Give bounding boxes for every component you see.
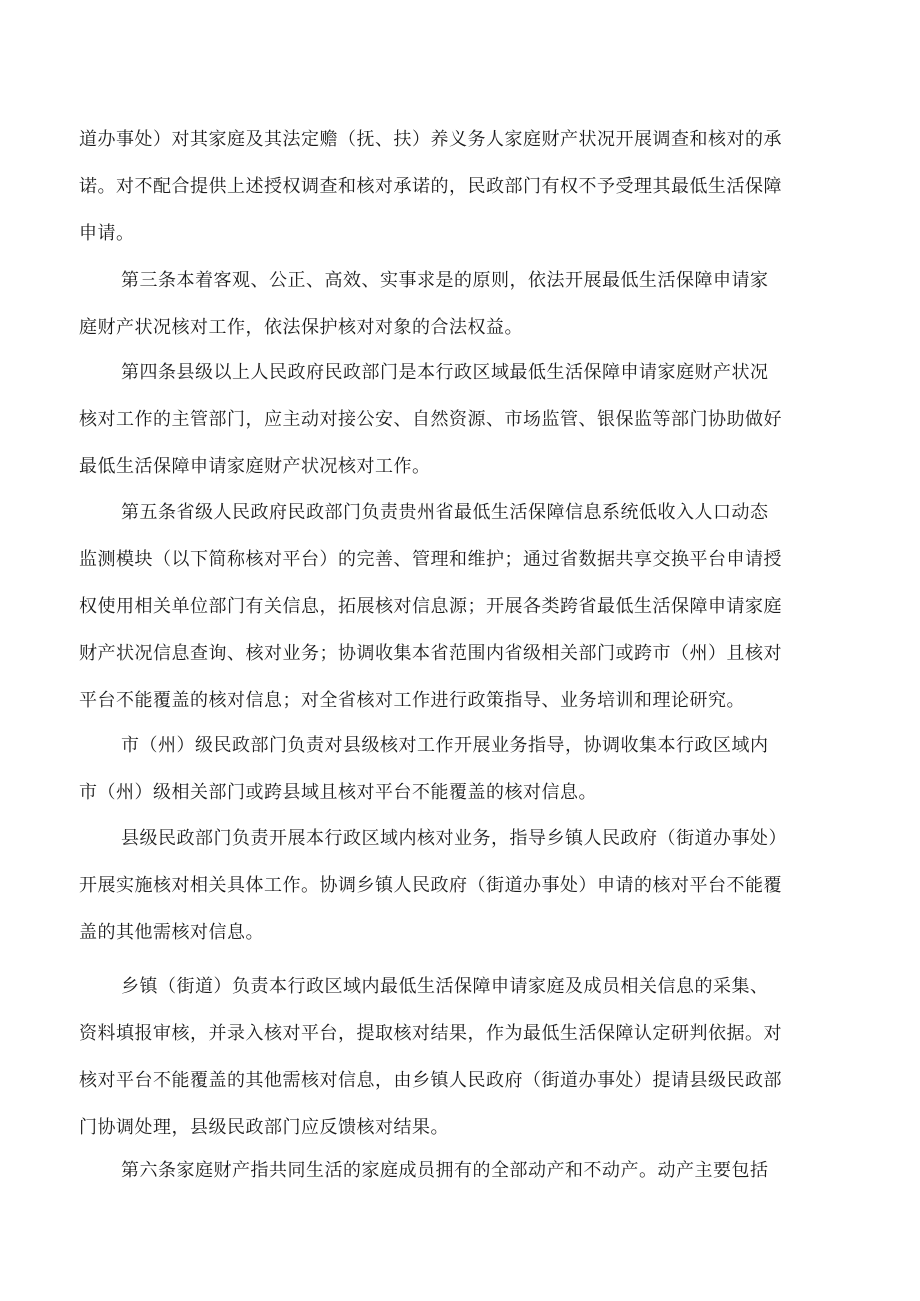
text-line: 乡镇（街道）负责本行政区域内最低生活保障申请家庭及成员相关信息的采集、	[121, 976, 769, 997]
text-line: 第六条家庭财产指共同生活的家庭成员拥有的全部动产和不动产。动产主要包括	[121, 1160, 769, 1181]
text-line: 最低生活保障申请家庭财产状况核对工作。	[79, 456, 431, 477]
text-line: 监测模块（以下简称核对平台）的完善、管理和维护；通过省数据共享交换平台申请授	[79, 549, 782, 570]
text-line: 门协调处理，县级民政部门应反馈核对结果。	[79, 1117, 449, 1138]
text-line: 核对工作的主管部门，应主动对接公安、自然资源、市场监管、银保监等部门协助做好	[79, 409, 782, 430]
paragraph-article-6	[79, 1147, 843, 1194]
text-line: 权使用相关单位部门有关信息，拓展核对信息源；开展各类跨省最低生活保障申请家庭	[79, 596, 782, 617]
text-line: 申请。	[79, 223, 135, 244]
text-line: 资料填报审核，并录入核对平台，提取核对结果，作为最低生活保障认定研判依据。对	[79, 1023, 782, 1044]
text-line: 市（州）级相关部门或跨县域且核对平台不能覆盖的核对信息。	[79, 782, 597, 803]
text-line: 核对平台不能覆盖的其他需核对信息，由乡镇人民政府（街道办事处）提请县级民政部	[79, 1070, 782, 1091]
text-line: 庭财产状况核对工作，依法保护核对对象的合法权益。	[79, 317, 523, 338]
text-line: 道办事处）对其家庭及其法定赡（抚、扶）养义务人家庭财产状况开展调查和核对的承	[79, 129, 782, 150]
paragraph-prefecture-duties	[79, 722, 843, 816]
text-line: 市（州）级民政部门负责对县级核对工作开展业务指导，协调收集本行政区域内	[121, 735, 769, 756]
paragraph-township-duties	[79, 963, 843, 1151]
text-line: 盖的其他需核对信息。	[79, 922, 264, 943]
text-line: 诺。对不配合提供上述授权调查和核对承诺的，民政部门有权不予受理其最低生活保障	[79, 176, 782, 197]
paragraph-county-duties	[79, 815, 843, 956]
text-line: 财产状况信息查询、核对业务；协调收集本省范围内省级相关部门或跨市（州）且核对	[79, 643, 782, 664]
paragraph-article-3	[79, 257, 843, 351]
text-line: 开展实施核对相关具体工作。协调乡镇人民政府（街道办事处）申请的核对平台不能覆	[79, 875, 782, 896]
paragraph-article-4	[79, 349, 843, 490]
text-line: 县级民政部门负责开展本行政区域内核对业务，指导乡镇人民政府（街道办事处）	[121, 828, 787, 849]
paragraph-consent-continuation	[79, 116, 843, 257]
text-line: 平台不能覆盖的核对信息；对全省核对工作进行政策指导、业务培训和理论研究。	[79, 690, 745, 711]
text-line: 第四条县级以上人民政府民政部门是本行政区域最低生活保障申请家庭财产状况	[121, 362, 769, 383]
paragraph-article-5	[79, 489, 843, 724]
text-line: 第三条本着客观、公正、高效、实事求是的原则，依法开展最低生活保障申请家	[121, 270, 769, 291]
text-line: 第五条省级人民政府民政部门负责贵州省最低生活保障信息系统低收入人口动态	[121, 502, 769, 523]
